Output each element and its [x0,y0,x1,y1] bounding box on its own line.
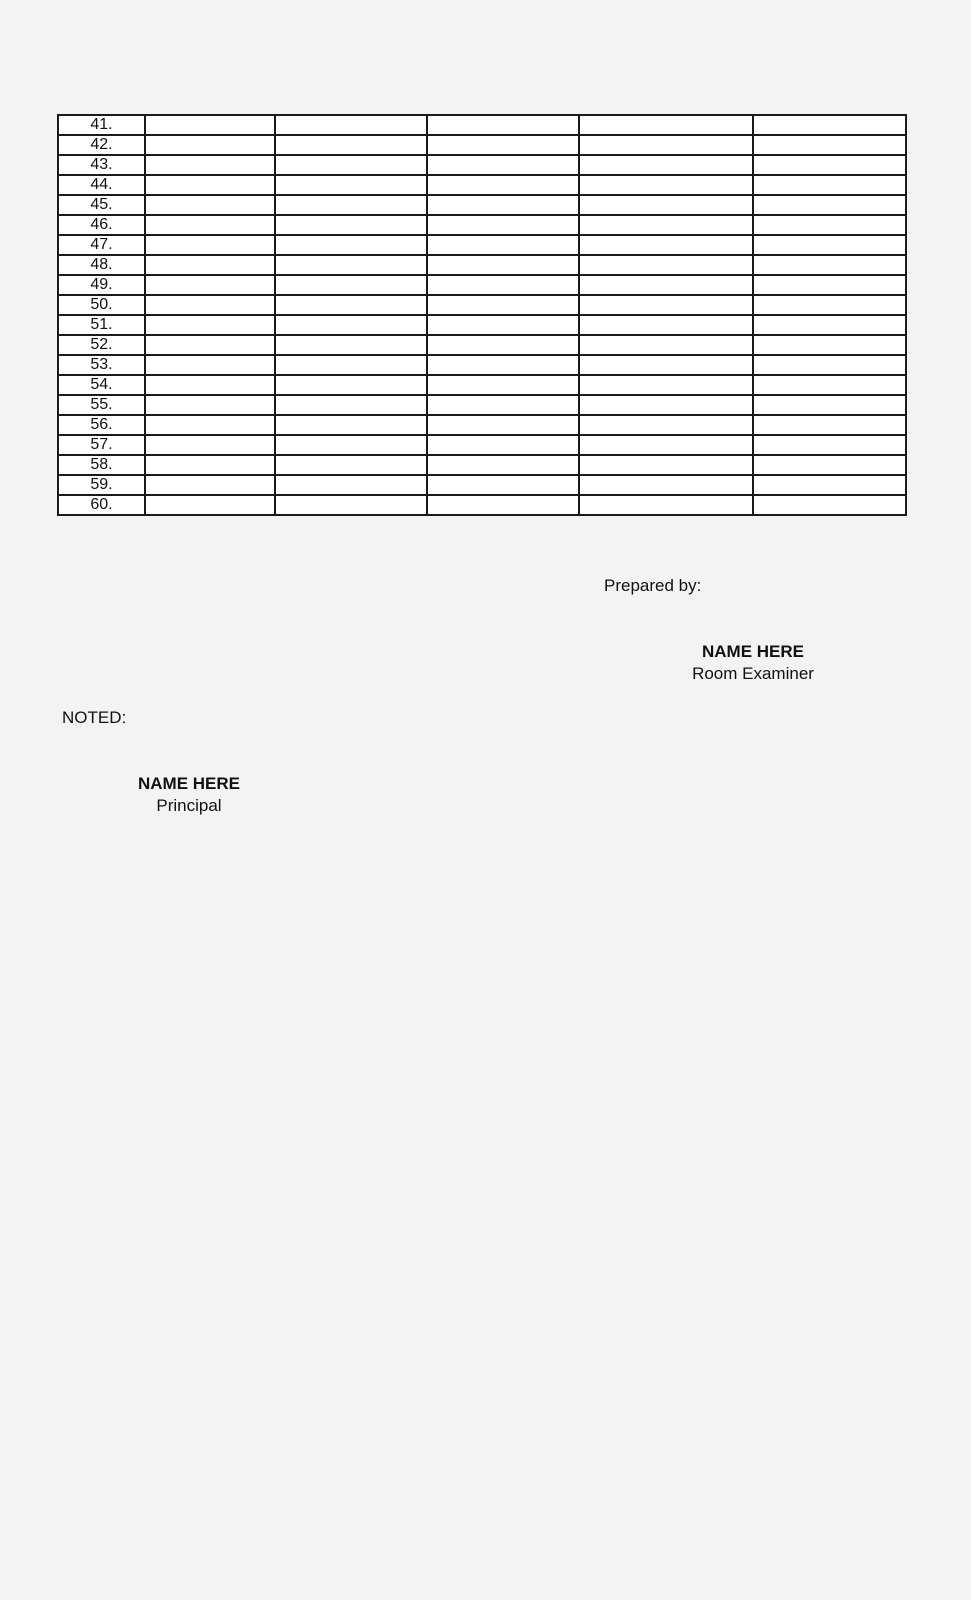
blank-cell [579,435,753,455]
blank-cell [579,335,753,355]
table-row [58,235,906,255]
row-number-cell: 49. [58,275,145,295]
table-row [58,455,906,475]
blank-cell [427,435,579,455]
principal-title: Principal [156,796,222,815]
blank-cell [427,335,579,355]
blank-cell [145,395,275,415]
table-row [58,415,906,435]
blank-cell [145,135,275,155]
blank-cell [753,115,906,135]
table-row [58,115,906,135]
blank-cell [145,255,275,275]
blank-cell [579,415,753,435]
blank-cell [579,255,753,275]
blank-cell [145,275,275,295]
blank-cell [579,395,753,415]
blank-cell [427,195,579,215]
row-number-cell: 60. [58,495,145,515]
blank-cell [427,215,579,235]
blank-cell [427,295,579,315]
blank-cell [145,175,275,195]
table-row [58,175,906,195]
blank-cell [145,415,275,435]
blank-cell [145,435,275,455]
principal-name: NAME HERE [137,774,240,793]
table-row [58,195,906,215]
noted-label: NOTED: [62,708,127,727]
blank-cell [275,355,427,375]
blank-cell [275,475,427,495]
table-row [58,215,906,235]
blank-cell [579,135,753,155]
table-row [58,155,906,175]
blank-cell [145,495,275,515]
blank-cell [753,135,906,155]
blank-cell [753,415,906,435]
blank-cell [427,415,579,435]
blank-cell [275,395,427,415]
blank-cell [753,495,906,515]
blank-cell [275,375,427,395]
blank-cell [427,115,579,135]
roster-table [57,114,907,516]
blank-cell [579,155,753,175]
table-row [58,295,906,315]
blank-cell [427,355,579,375]
row-number-cell: 59. [58,475,145,495]
blank-cell [275,215,427,235]
blank-cell [753,455,906,475]
blank-cell [753,155,906,175]
table-row [58,275,906,295]
blank-cell [753,475,906,495]
blank-cell [275,275,427,295]
row-number-cell: 41. [58,115,145,135]
blank-cell [579,495,753,515]
blank-cell [579,195,753,215]
blank-cell [427,155,579,175]
blank-cell [275,415,427,435]
table-row [58,315,906,335]
blank-cell [579,375,753,395]
blank-cell [579,475,753,495]
blank-cell [579,115,753,135]
blank-cell [427,255,579,275]
blank-cell [145,315,275,335]
blank-cell [275,335,427,355]
row-number-cell: 51. [58,315,145,335]
row-number-cell: 57. [58,435,145,455]
blank-cell [145,155,275,175]
blank-cell [753,235,906,255]
blank-cell [753,215,906,235]
examiner-title: Room Examiner [692,664,814,683]
blank-cell [275,135,427,155]
table-row [58,255,906,275]
blank-cell [275,455,427,475]
row-number-cell: 50. [58,295,145,315]
blank-cell [145,455,275,475]
row-number-cell: 46. [58,215,145,235]
blank-cell [275,295,427,315]
table-row [58,355,906,375]
blank-cell [579,235,753,255]
blank-cell [145,355,275,375]
row-number-cell: 42. [58,135,145,155]
blank-cell [145,115,275,135]
blank-cell [753,195,906,215]
blank-cell [753,275,906,295]
blank-cell [427,315,579,335]
blank-cell [275,115,427,135]
blank-cell [275,175,427,195]
blank-cell [145,475,275,495]
roster-table-body [58,115,906,515]
row-number-cell: 52. [58,335,145,355]
blank-cell [275,195,427,215]
blank-cell [275,235,427,255]
row-number-cell: 47. [58,235,145,255]
blank-cell [427,395,579,415]
row-number-cell: 54. [58,375,145,395]
blank-cell [753,255,906,275]
row-number-cell: 44. [58,175,145,195]
blank-cell [753,175,906,195]
table-row [58,375,906,395]
blank-cell [427,175,579,195]
blank-cell [427,275,579,295]
table-row [58,395,906,415]
table-row [58,495,906,515]
row-number-cell: 58. [58,455,145,475]
blank-cell [753,295,906,315]
blank-cell [753,335,906,355]
row-number-cell: 45. [58,195,145,215]
blank-cell [579,455,753,475]
blank-cell [427,495,579,515]
table-row [58,475,906,495]
table-row [58,335,906,355]
blank-cell [427,135,579,155]
table-row [58,435,906,455]
blank-cell [427,475,579,495]
row-number-cell: 48. [58,255,145,275]
blank-cell [145,215,275,235]
blank-cell [145,235,275,255]
examiner-name: NAME HERE [701,642,804,661]
blank-cell [427,455,579,475]
blank-cell [145,375,275,395]
blank-cell [275,495,427,515]
blank-cell [753,315,906,335]
blank-cell [753,435,906,455]
blank-cell [753,375,906,395]
blank-cell [427,375,579,395]
blank-cell [753,395,906,415]
row-number-cell: 55. [58,395,145,415]
blank-cell [145,335,275,355]
blank-cell [579,295,753,315]
blank-cell [579,175,753,195]
blank-cell [145,295,275,315]
blank-cell [145,195,275,215]
blank-cell [753,355,906,375]
prepared-by-label: Prepared by: [604,576,702,595]
blank-cell [275,315,427,335]
blank-cell [579,315,753,335]
blank-cell [579,215,753,235]
row-number-cell: 43. [58,155,145,175]
row-number-cell: 53. [58,355,145,375]
blank-cell [275,435,427,455]
blank-cell [579,275,753,295]
table-row [58,135,906,155]
row-number-cell: 56. [58,415,145,435]
blank-cell [427,235,579,255]
blank-cell [579,355,753,375]
blank-cell [275,155,427,175]
blank-cell [275,255,427,275]
